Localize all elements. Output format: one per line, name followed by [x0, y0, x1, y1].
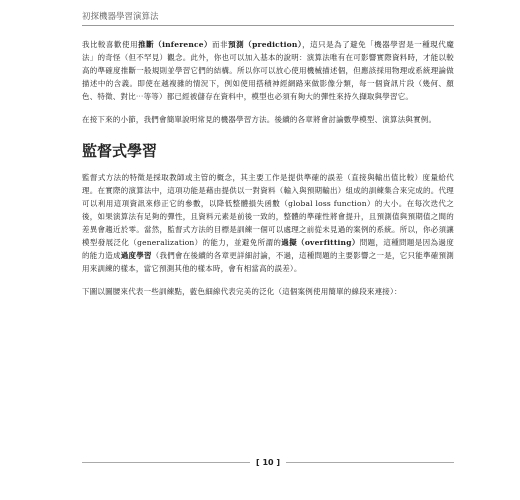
footer-rule-right: [286, 462, 454, 463]
paragraph-supervised: [82, 171, 454, 275]
page-footer: [82, 455, 454, 469]
page-body: [82, 38, 454, 308]
text-run: （我們會在後續的各章更詳細討論，不過，這種問題的主要影響之一是，它只能準確預測用來訓練的樣本，當它預測其他的樣本時，會有相當高的誤差）。: [82, 251, 454, 273]
term-overlearning: 過度學習: [120, 251, 152, 260]
book-title: 初探機器學習演算法: [82, 12, 159, 22]
paragraph-figure-intro: 下圖以圖腰來代表一些訓練點，藍色細線代表完美的泛化（這個案例使用簡單的線段來連接）：: [82, 287, 402, 296]
paragraph-intro: [82, 38, 454, 103]
running-header: [82, 10, 454, 26]
text-run: 監督式方法的特徵是採取教師或主管的概念，其主要工作是提供準確的誤差（直接與輸出值比較）度量給代理。在實際的演算法中，這項功能是藉由提供以一對資料（輸入與預期輸出）組成的訓練集合來完成的。代理可以利用這項資訊來修正它的參數，以降低整體損失函數（global loss function）的大小。在每次迭代之後，如果演算法有足夠的彈性，且資料元素是前後一致的，整體的準確性將會提升，且預測值與預期值之間的差異會趨近於零。當然，監督式方法的目標是訓練一個可以處理之前從未見過的案例的系統。所以，你必須讓模型發展泛化（generalization）的能力，並避免所謂的: [82, 173, 454, 247]
text-run: ，這只是為了避免「機器學習是一種現代魔法」的奇怪（但不罕見）觀念。此外，你也可以加入基本的說明：演算法唯有在可影響實際資料時，才能以較高的準確度推斷一般規則並學習它們的結構。所以你可以放心使用機械描述個，但應該採用物理或系統理論做描述中的含義。即使在越複雜的情況下，例如使用搭積神經網路來做影像分類，每一個資訊片段（幾何、顏色、特徵、對比⋯等等）都已經被儲存在資料中，模型也必須有夠大的彈性來持久擷取與學習它。: [82, 40, 454, 101]
page-number: [ 10 ]: [256, 457, 281, 467]
footer-rule-left: [82, 462, 250, 463]
section-heading: 監督式學習: [82, 142, 158, 160]
text-run: 我比較喜歡使用: [82, 40, 139, 49]
paragraph-overview: 在接下來的小節，我們會簡單說明常見的機器學習方法。後續的各章將會討論數學模型、演算法與實例。: [82, 115, 437, 124]
text-run: 問題，這種問題是因為過度的能力造成: [82, 238, 454, 260]
text-run: 而非: [212, 40, 229, 49]
term-inference: 推斷（inference）: [138, 40, 213, 49]
term-overfitting: 過擬（overfitting）: [281, 238, 360, 247]
term-prediction: 預測（prediction）: [228, 40, 303, 49]
